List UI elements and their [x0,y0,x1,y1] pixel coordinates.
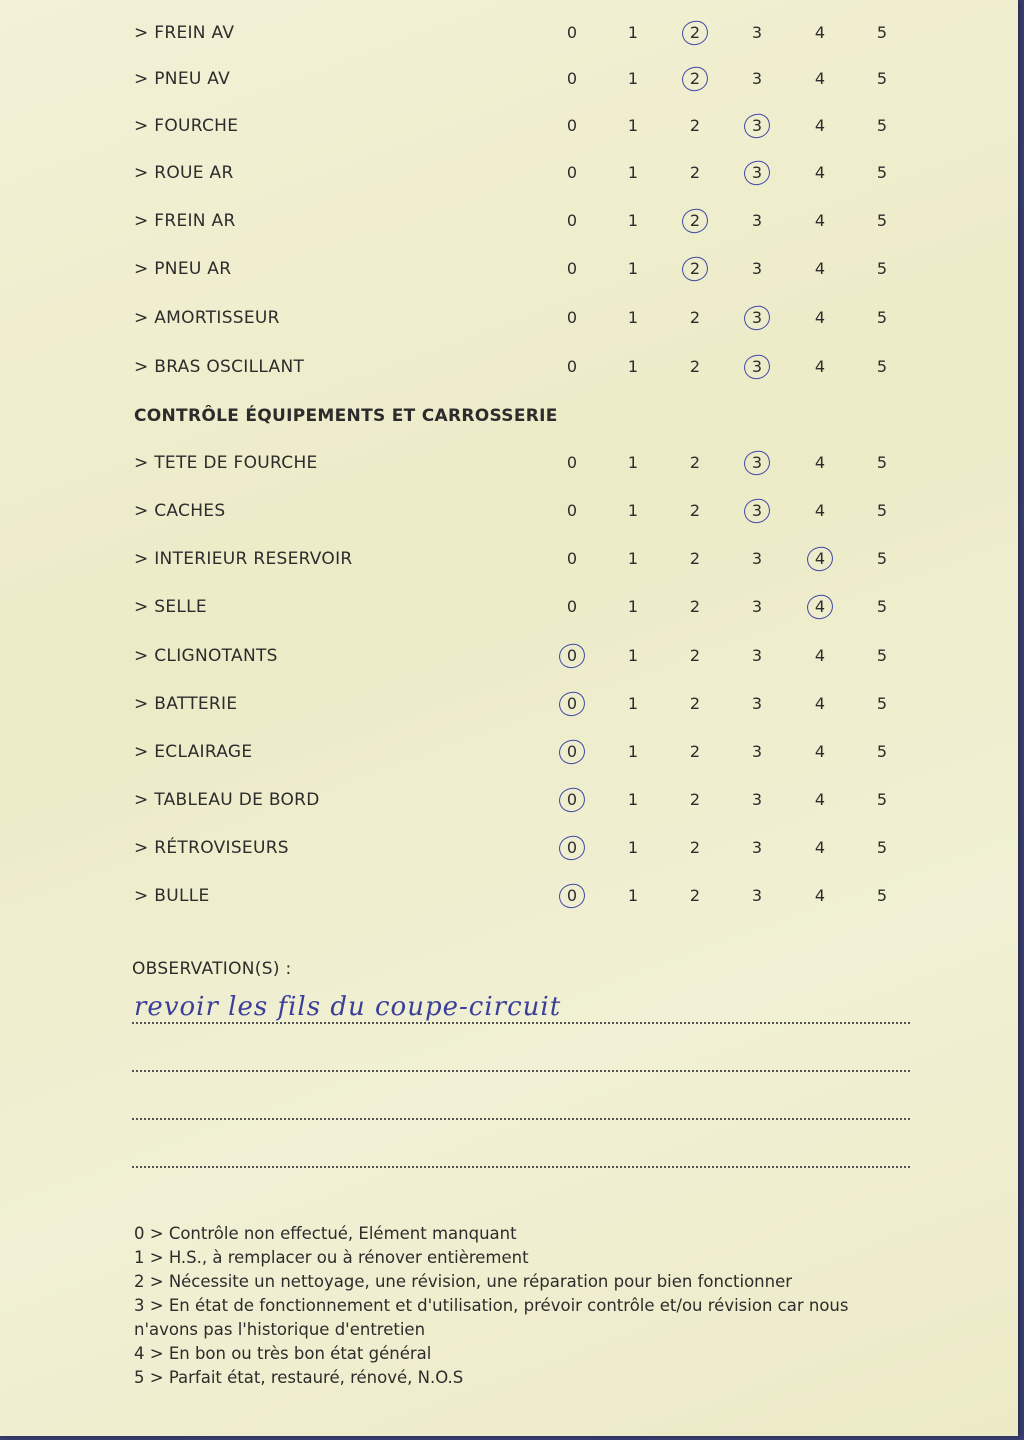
score-option-5[interactable]: 5 [876,116,888,135]
score-option-0[interactable]: 0 [566,453,578,472]
legend-item-1: 1 > H.S., à remplacer ou à rénover entièrement [134,1248,529,1267]
observation-line-4[interactable] [132,1166,910,1168]
score-option-4[interactable]: 4 [814,163,826,182]
score-option-0[interactable]: 0 [566,694,578,713]
score-option-4[interactable]: 4 [814,549,826,568]
rating-row [0,833,1018,863]
observation-line-2[interactable] [132,1070,910,1072]
score-option-0[interactable]: 0 [566,69,578,88]
rating-row [0,158,1018,188]
score-option-5[interactable]: 5 [876,211,888,230]
score-option-0[interactable]: 0 [566,357,578,376]
score-option-3[interactable]: 3 [751,790,763,809]
score-option-2[interactable]: 2 [689,357,701,376]
score-option-2[interactable]: 2 [689,646,701,665]
rating-row [0,592,1018,622]
score-option-0[interactable]: 0 [566,597,578,616]
rating-row [0,64,1018,94]
score-option-2[interactable]: 2 [689,790,701,809]
score-option-0[interactable]: 0 [566,501,578,520]
score-option-1[interactable]: 1 [627,742,639,761]
score-option-4[interactable]: 4 [814,694,826,713]
score-option-2[interactable]: 2 [689,742,701,761]
rating-row-label: > ECLAIRAGE [134,742,253,762]
legend-item-0: 0 > Contrôle non effectué, Elément manquant [134,1224,517,1243]
score-option-5[interactable]: 5 [876,23,888,42]
score-option-5[interactable]: 5 [876,69,888,88]
rating-row-label: > RÉTROVISEURS [134,838,289,858]
score-option-1[interactable]: 1 [627,694,639,713]
rating-row [0,737,1018,767]
score-option-3[interactable]: 3 [751,308,763,327]
rating-row-label: > AMORTISSEUR [134,308,280,328]
score-option-4[interactable]: 4 [814,742,826,761]
score-option-1[interactable]: 1 [627,163,639,182]
score-option-3[interactable]: 3 [751,23,763,42]
score-option-5[interactable]: 5 [876,501,888,520]
score-option-4[interactable]: 4 [814,357,826,376]
legend-item-3: 3 > En état de fonctionnement et d'utilisation, prévoir contrôle et/ou révision car nous n'avons pas l'historique d'entretien [134,1296,849,1339]
rating-row [0,448,1018,478]
rating-row-label: > BATTERIE [134,694,238,714]
score-option-3[interactable]: 3 [751,549,763,568]
rating-row [0,544,1018,574]
rating-row-label: > FOURCHE [134,116,239,136]
rating-row-label: > SELLE [134,597,207,617]
rating-row-label: > BRAS OSCILLANT [134,357,305,377]
score-option-3[interactable]: 3 [751,501,763,520]
score-option-5[interactable]: 5 [876,597,888,616]
score-option-2[interactable]: 2 [689,549,701,568]
score-option-4[interactable]: 4 [814,838,826,857]
rating-row [0,254,1018,284]
score-option-2[interactable]: 2 [689,453,701,472]
score-option-0[interactable]: 0 [566,790,578,809]
score-option-5[interactable]: 5 [876,790,888,809]
score-option-0[interactable]: 0 [566,116,578,135]
score-option-4[interactable]: 4 [814,211,826,230]
legend [134,1222,914,1390]
score-option-3[interactable]: 3 [751,646,763,665]
score-option-2[interactable]: 2 [689,838,701,857]
score-option-4[interactable]: 4 [814,646,826,665]
score-option-1[interactable]: 1 [627,357,639,376]
score-option-3[interactable]: 3 [751,886,763,905]
score-option-1[interactable]: 1 [627,501,639,520]
rating-row [0,689,1018,719]
score-option-2[interactable]: 2 [689,501,701,520]
score-option-4[interactable]: 4 [814,886,826,905]
score-option-2[interactable]: 2 [689,211,701,230]
score-option-1[interactable]: 1 [627,308,639,327]
score-option-5[interactable]: 5 [876,886,888,905]
score-option-0[interactable]: 0 [566,23,578,42]
rating-row [0,111,1018,141]
score-option-4[interactable]: 4 [814,597,826,616]
score-option-4[interactable]: 4 [814,308,826,327]
rating-row-label: > TETE DE FOURCHE [134,453,318,473]
score-option-0[interactable]: 0 [566,163,578,182]
score-option-1[interactable]: 1 [627,259,639,278]
observation-line-1[interactable] [132,1022,910,1024]
rating-row-label: > FREIN AV [134,23,235,43]
score-option-2[interactable]: 2 [689,694,701,713]
score-option-3[interactable]: 3 [751,694,763,713]
score-option-5[interactable]: 5 [876,742,888,761]
observation-handwritten-note: revoir les fils du coupe-circuit [134,992,562,1022]
score-option-2[interactable]: 2 [689,597,701,616]
score-option-4[interactable]: 4 [814,790,826,809]
score-option-4[interactable]: 4 [814,116,826,135]
rating-row-label: > FREIN AR [134,211,236,231]
rating-row [0,881,1018,911]
observation-line-3[interactable] [132,1118,910,1120]
score-option-3[interactable]: 3 [751,259,763,278]
score-option-4[interactable]: 4 [814,501,826,520]
score-option-4[interactable]: 4 [814,23,826,42]
score-option-5[interactable]: 5 [876,308,888,327]
observations-title: OBSERVATION(S) : [132,959,292,979]
rating-row-label: > CACHES [134,501,226,521]
rating-row-label: > TABLEAU DE BORD [134,790,320,810]
score-option-2[interactable]: 2 [689,886,701,905]
score-option-0[interactable]: 0 [566,211,578,230]
legend-item-4: 4 > En bon ou très bon état général [134,1344,432,1363]
rating-row [0,18,1018,48]
score-option-5[interactable]: 5 [876,357,888,376]
score-option-0[interactable]: 0 [566,838,578,857]
score-option-3[interactable]: 3 [751,357,763,376]
score-option-2[interactable]: 2 [689,308,701,327]
score-option-0[interactable]: 0 [566,259,578,278]
score-option-1[interactable]: 1 [627,23,639,42]
rating-row [0,641,1018,671]
score-option-3[interactable]: 3 [751,211,763,230]
score-option-2[interactable]: 2 [689,116,701,135]
score-option-5[interactable]: 5 [876,163,888,182]
score-option-1[interactable]: 1 [627,549,639,568]
score-option-5[interactable]: 5 [876,453,888,472]
score-option-1[interactable]: 1 [627,886,639,905]
score-option-1[interactable]: 1 [627,597,639,616]
score-option-2[interactable]: 2 [689,163,701,182]
rating-row [0,206,1018,236]
score-option-1[interactable]: 1 [627,453,639,472]
rating-row-label: > ROUE AR [134,163,234,183]
rating-row-label: > INTERIEUR RESERVOIR [134,549,353,569]
score-option-1[interactable]: 1 [627,211,639,230]
score-option-3[interactable]: 3 [751,69,763,88]
rating-row [0,352,1018,382]
score-option-5[interactable]: 5 [876,694,888,713]
rating-row [0,785,1018,815]
score-option-5[interactable]: 5 [876,259,888,278]
score-option-2[interactable]: 2 [689,23,701,42]
score-option-0[interactable]: 0 [566,646,578,665]
score-option-1[interactable]: 1 [627,838,639,857]
score-option-3[interactable]: 3 [751,163,763,182]
score-option-3[interactable]: 3 [751,453,763,472]
rating-row [0,496,1018,526]
legend-item-2: 2 > Nécessite un nettoyage, une révision, une réparation pour bien fonctionner [134,1272,793,1291]
score-option-1[interactable]: 1 [627,116,639,135]
score-option-4[interactable]: 4 [814,453,826,472]
score-option-3[interactable]: 3 [751,742,763,761]
score-option-0[interactable]: 0 [566,886,578,905]
score-option-3[interactable]: 3 [751,116,763,135]
rating-row-label: > CLIGNOTANTS [134,646,278,666]
score-option-1[interactable]: 1 [627,790,639,809]
rating-row-label: > PNEU AR [134,259,232,279]
score-option-1[interactable]: 1 [627,69,639,88]
rating-row-label: > BULLE [134,886,210,906]
score-option-0[interactable]: 0 [566,308,578,327]
score-option-2[interactable]: 2 [689,69,701,88]
rating-row-label: > PNEU AV [134,69,231,89]
score-option-5[interactable]: 5 [876,838,888,857]
score-option-3[interactable]: 3 [751,597,763,616]
score-option-1[interactable]: 1 [627,646,639,665]
section-title-equipment: CONTRÔLE ÉQUIPEMENTS ET CARROSSERIE [134,406,558,426]
score-option-5[interactable]: 5 [876,646,888,665]
score-option-0[interactable]: 0 [566,549,578,568]
rating-row [0,303,1018,333]
legend-item-5: 5 > Parfait état, restauré, rénové, N.O.S [134,1368,464,1387]
score-option-5[interactable]: 5 [876,549,888,568]
score-option-4[interactable]: 4 [814,259,826,278]
score-option-3[interactable]: 3 [751,838,763,857]
score-option-4[interactable]: 4 [814,69,826,88]
score-option-2[interactable]: 2 [689,259,701,278]
score-option-0[interactable]: 0 [566,742,578,761]
